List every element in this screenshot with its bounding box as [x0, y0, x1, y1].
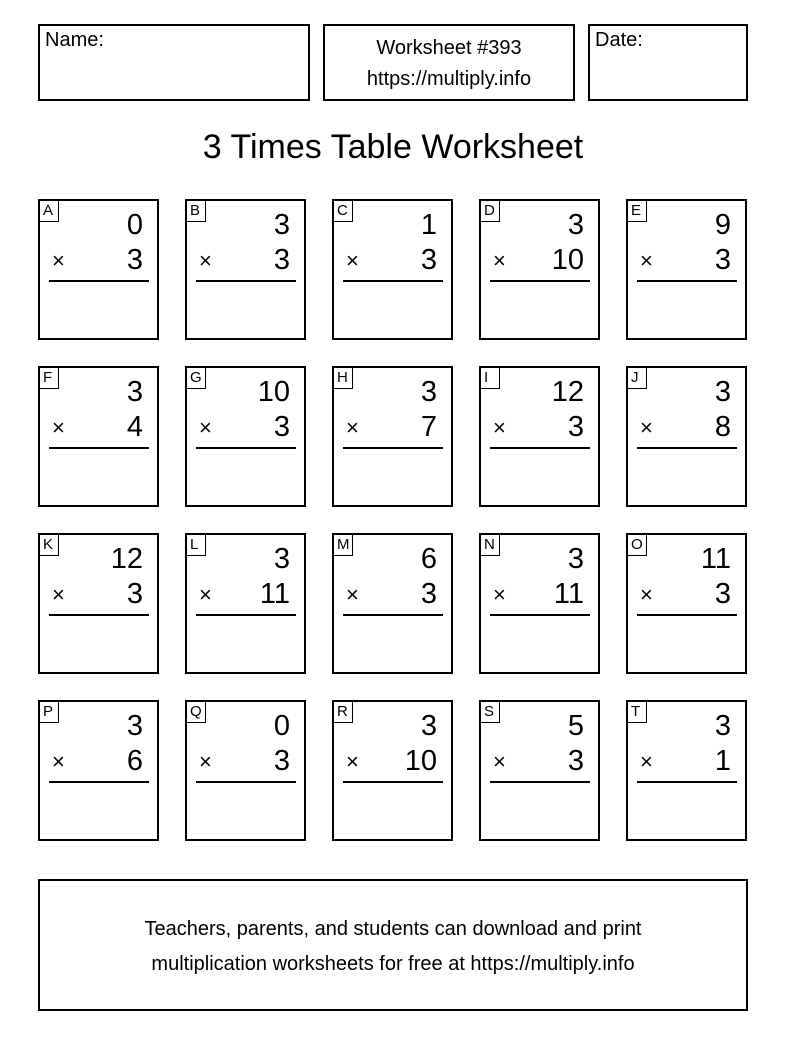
- multiplicand: 3: [714, 710, 731, 742]
- answer-line: [490, 280, 590, 282]
- answer-line: [490, 614, 590, 616]
- multiplicand: 3: [126, 376, 143, 408]
- problem-card: [626, 700, 747, 841]
- multiplicand: 0: [273, 710, 290, 742]
- problem-letter: M: [334, 535, 353, 556]
- answer-line: [343, 280, 443, 282]
- multiplicand: 5: [567, 710, 584, 742]
- problem-letter: J: [628, 368, 647, 389]
- date-label: Date:: [595, 29, 643, 51]
- problem-card: [38, 199, 159, 340]
- problem-card: [185, 366, 306, 507]
- multiplier: 3: [420, 244, 437, 276]
- problem-letter: P: [40, 702, 59, 723]
- problem-letter: K: [40, 535, 59, 556]
- problem-letter: Q: [187, 702, 206, 723]
- answer-line: [637, 280, 737, 282]
- problem-letter: F: [40, 368, 59, 389]
- multiply-sign: ×: [52, 415, 65, 440]
- multiplicand: 9: [714, 209, 731, 241]
- multiply-sign: ×: [52, 749, 65, 774]
- multiplier: 11: [259, 578, 290, 610]
- multiplicand: 0: [126, 209, 143, 241]
- multiplier: 1: [714, 745, 731, 777]
- multiplier: 4: [126, 411, 143, 443]
- multiplicand: 3: [714, 376, 731, 408]
- footer-line-1: Teachers, parents, and students can download and print: [144, 918, 642, 940]
- multiply-sign: ×: [52, 582, 65, 607]
- multiply-sign: ×: [346, 248, 359, 273]
- multiply-sign: ×: [640, 248, 653, 273]
- answer-line: [343, 447, 443, 449]
- answer-line: [196, 614, 296, 616]
- multiplicand: 3: [567, 209, 584, 241]
- multiplicand: 12: [110, 543, 143, 575]
- problem-card: [38, 700, 159, 841]
- multiplier: 3: [273, 411, 290, 443]
- problem-letter: G: [187, 368, 206, 389]
- multiplier: 3: [126, 578, 143, 610]
- page-title: 3 Times Table Worksheet: [202, 128, 584, 166]
- problem-letter: L: [187, 535, 206, 556]
- multiplier: 3: [714, 244, 731, 276]
- multiplier: 6: [126, 745, 143, 777]
- date-field[interactable]: [588, 24, 748, 101]
- multiply-sign: ×: [199, 415, 212, 440]
- problem-card: [38, 366, 159, 507]
- answer-line: [49, 447, 149, 449]
- multiplier: 3: [714, 578, 731, 610]
- problem-card: [626, 199, 747, 340]
- multiplicand: 11: [700, 543, 731, 575]
- multiplicand: 6: [420, 543, 437, 575]
- problem-letter: D: [481, 201, 500, 222]
- multiplicand: 10: [257, 376, 290, 408]
- answer-line: [637, 614, 737, 616]
- problem-card: [332, 533, 453, 674]
- multiply-sign: ×: [640, 415, 653, 440]
- multiplicand: 3: [420, 376, 437, 408]
- multiplier: 11: [553, 578, 584, 610]
- answer-line: [637, 781, 737, 783]
- problem-card: [332, 700, 453, 841]
- answer-line: [49, 280, 149, 282]
- problem-letter: T: [628, 702, 647, 723]
- multiplicand: 3: [126, 710, 143, 742]
- problem-letter: E: [628, 201, 647, 222]
- answer-line: [49, 781, 149, 783]
- problem-card: [626, 533, 747, 674]
- multiply-sign: ×: [199, 582, 212, 607]
- multiplier: 8: [714, 411, 731, 443]
- problem-card: [479, 366, 600, 507]
- footer-note: [38, 879, 748, 1011]
- multiplicand: 12: [551, 376, 584, 408]
- multiplier: 3: [273, 244, 290, 276]
- problem-card: [332, 199, 453, 340]
- answer-line: [490, 781, 590, 783]
- problem-letter: H: [334, 368, 353, 389]
- problem-card: [38, 533, 159, 674]
- problem-card: [479, 700, 600, 841]
- multiplier: 3: [567, 745, 584, 777]
- multiply-sign: ×: [640, 749, 653, 774]
- problem-card: [479, 199, 600, 340]
- problem-card: [332, 366, 453, 507]
- multiply-sign: ×: [199, 248, 212, 273]
- answer-line: [196, 447, 296, 449]
- answer-line: [196, 781, 296, 783]
- multiplicand: 1: [420, 209, 437, 241]
- problem-card: [185, 199, 306, 340]
- multiply-sign: ×: [640, 582, 653, 607]
- multiplier: 10: [404, 745, 437, 777]
- answer-line: [343, 781, 443, 783]
- problem-letter: B: [187, 201, 206, 222]
- problem-card: [479, 533, 600, 674]
- answer-line: [490, 447, 590, 449]
- problem-letter: N: [481, 535, 500, 556]
- multiply-sign: ×: [493, 749, 506, 774]
- multiplicand: 3: [420, 710, 437, 742]
- answer-line: [49, 614, 149, 616]
- multiplier: 3: [420, 578, 437, 610]
- problem-letter: A: [40, 201, 59, 222]
- multiply-sign: ×: [493, 248, 506, 273]
- multiplier: 7: [420, 411, 437, 443]
- multiplicand: 3: [273, 543, 290, 575]
- multiply-sign: ×: [346, 749, 359, 774]
- answer-line: [196, 280, 296, 282]
- website-url: https://multiply.info: [366, 68, 532, 90]
- multiply-sign: ×: [199, 749, 212, 774]
- name-label: Name:: [45, 29, 104, 51]
- multiply-sign: ×: [493, 582, 506, 607]
- worksheet-number: Worksheet #393: [376, 37, 522, 59]
- name-field[interactable]: [38, 24, 310, 101]
- worksheet-info-box: [323, 24, 575, 101]
- multiplier: 3: [567, 411, 584, 443]
- problem-letter: C: [334, 201, 353, 222]
- problem-letter: O: [628, 535, 647, 556]
- answer-line: [343, 614, 443, 616]
- multiply-sign: ×: [52, 248, 65, 273]
- problem-letter: I: [481, 368, 500, 389]
- multiplier: 3: [126, 244, 143, 276]
- problem-letter: R: [334, 702, 353, 723]
- multiplier: 10: [551, 244, 584, 276]
- footer-line-2: multiplication worksheets for free at https://multiply.info: [151, 953, 635, 975]
- multiplicand: 3: [567, 543, 584, 575]
- problem-card: [185, 700, 306, 841]
- problem-letter: S: [481, 702, 500, 723]
- answer-line: [637, 447, 737, 449]
- multiply-sign: ×: [346, 582, 359, 607]
- problem-card: [626, 366, 747, 507]
- multiplicand: 3: [273, 209, 290, 241]
- multiply-sign: ×: [346, 415, 359, 440]
- multiplier: 3: [273, 745, 290, 777]
- multiply-sign: ×: [493, 415, 506, 440]
- problem-card: [185, 533, 306, 674]
